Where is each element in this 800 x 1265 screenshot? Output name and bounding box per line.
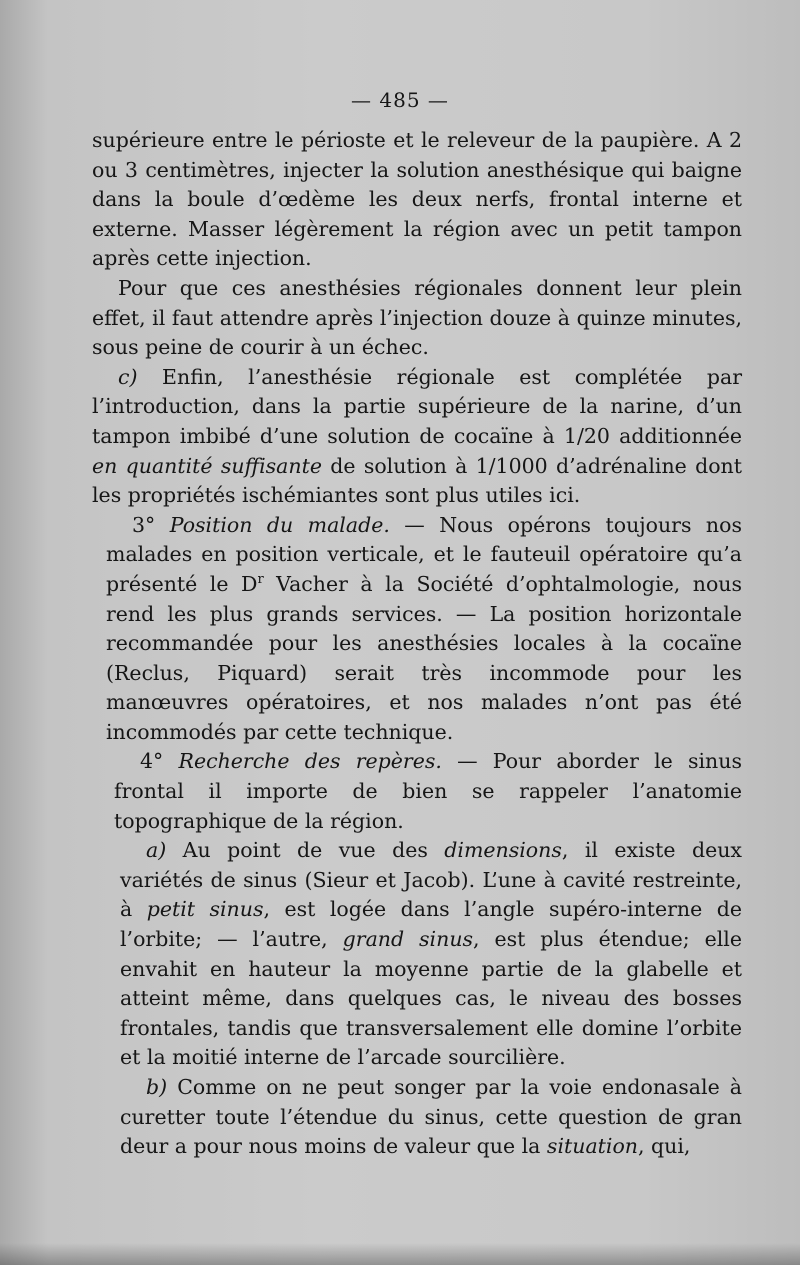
paragraph-c-text-2: de solution à 1/1000 d’adrénaline dont les propriétés ischémiantes sont plus utiles ici. [92,453,742,508]
emphasis-petit-sinus: petit sinus [146,897,264,922]
section-heading-reperes: Recherche des repères. [178,749,442,774]
paragraph-c [92,363,742,511]
paragraph-b-text-1: Comme on ne peut songer par la voie endonasale à curetter toute l’étendue du sinus, cette question de gran deur a pour nous moins de valeur que la [120,1075,742,1159]
body-text [92,126,742,1162]
emphasis-grand-sinus: grand sinus [342,927,474,952]
section-4-reperes [114,747,742,836]
section-3-position [106,511,742,748]
section-3-text-2: Vacher à la Société d’ophtalmologie, nous rend les plus grands services. — La position horizontale recommandée pour les anesthésies locales à la cocaïne (Reclus, Piquard) serait très incommode pour les manœuvres opératoires, et nos malades n’ont pas été incommodés par cette technique. [106,571,743,744]
emphasis-dimensions: dimensions [444,838,562,863]
paragraph-a-text-2: , il existe deux variétés de sinus (Sieur et Jacob). L’une à cavité restreinte, à [120,838,742,922]
section-3-text-1: — Nous opérons toujours nos malades en position verticale, et le fauteuil opératoire qu’a présenté le D [106,512,742,596]
superscript-r: r [257,572,264,588]
section-number-4: 4° [140,749,164,774]
paragraph-b [120,1073,742,1162]
paragraph-b-text-2: , qui, [638,1134,691,1159]
paragraph-continuation: supérieure entre le périoste et le releveur de la paupière. A 2 ou 3 centimètres, injecter la solution anesthésique qui baigne dans la boule d’œdème les deux nerfs, frontal interne et externe. Masser légèrement la région avec un petit tampon après cette injection. [92,128,742,271]
paragraph-a-text-3: , est logée dans l’angle supéro-interne de l’orbite; — l’autre, [120,897,742,952]
emphasis-situation: situation [546,1134,639,1159]
section-number-3: 3° [132,512,156,537]
paragraph-a [120,836,742,1073]
item-label-b: b) [146,1075,168,1099]
section-4-text: — Pour aborder le sinus frontal il importe de bien se rappeler l’anatomie topographique de la région. [114,749,742,833]
page-number: — 485 — [351,88,449,112]
paragraph-anesthesia-delay: Pour que ces anesthésies régionales donnent leur plein effet, il faut attendre après l’injection douze à quinze minutes, sous peine de courir à un échec. [92,275,742,360]
emphasis-quantite-suffisante: en quantité suffisante [92,453,322,478]
paragraph-a-text-1: Au point de vue des [166,838,445,863]
paragraph-a-text-4: , est plus étendue; elle envahit en hauteur la moyenne partie de la glabelle et atteint même, dans quelques cas, le niveau des bosses frontales, tandis que transversalement elle domine l’orbite et la moitié interne de l’arcade sourcilière. [120,927,742,1070]
paragraph-c-text-1: Enfin, l’anesthésie régionale est complétée par l’introduction, dans la partie supérieure de la narine, d’un tampon imbibé d’une solution de cocaïne à 1/20 additionnée [92,364,742,448]
item-label-c: c) [118,364,138,389]
item-label-a: a) [146,838,167,863]
section-heading-position: Position du malade. [169,512,390,537]
